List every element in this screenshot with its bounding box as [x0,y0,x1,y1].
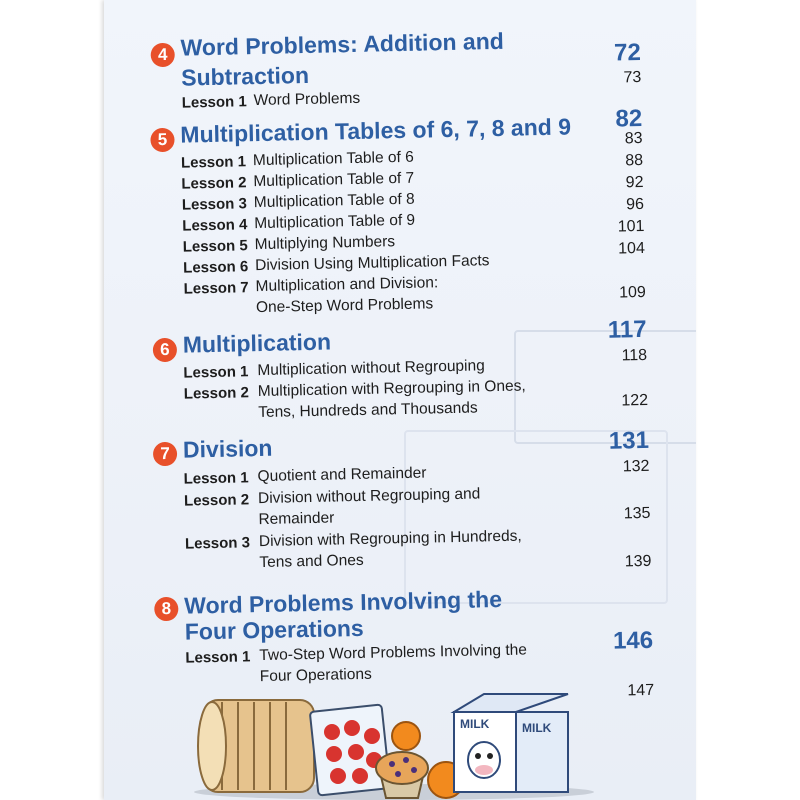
lesson-label: Lesson 1 [181,93,247,112]
orange-icon [392,722,420,750]
chapter-title: Division [182,434,273,463]
lesson-page-number: 122 [621,391,649,410]
lesson-label: Lesson 2 [183,384,250,403]
chapter-number-badge: 6 [153,338,177,362]
lesson-label: Lesson 1 [185,648,251,667]
lesson-label: Lesson 5 [182,237,248,256]
lesson-title: Multiplying Numbers [254,233,396,254]
lesson-label: Lesson 1 [183,469,249,488]
lesson-title-line2: Tens and Ones [259,551,364,572]
lesson-title: Multiplication Table of 7 [253,169,415,191]
lesson-title: Multiplication without Regrouping [257,357,485,380]
chapter-page-number: 131 [608,426,650,455]
lesson-title: Division without Regrouping and [257,485,481,508]
lesson-page-number: 83 [624,129,643,148]
lesson-title-line2: One-Step Word Problems [255,295,434,317]
lesson-label: Lesson 1 [183,363,249,382]
lesson-title: Multiplication Table of 8 [253,190,415,212]
lesson-label: Lesson 7 [183,279,249,298]
lesson-title: Division Using Multiplication Facts [254,252,490,275]
lesson-page-number: 88 [625,151,644,170]
lesson-page-number: 96 [625,195,645,214]
lesson-title: Multiplication Table of 9 [254,211,416,233]
lesson-page-number: 118 [621,346,648,365]
background-right [696,0,800,800]
background-left [0,0,104,800]
chapter-page-number: 117 [607,315,647,344]
lesson-label: Lesson 2 [183,491,250,510]
lesson-page-number: 73 [623,68,642,87]
lesson-page-number: 147 [627,681,655,700]
lesson-label: Lesson 3 [184,534,251,553]
chapter-number-badge: 7 [153,442,177,466]
lesson-label: Lesson 2 [181,174,247,193]
milk-label: MILK [522,721,552,735]
book-page [104,0,696,800]
chapter-page-number: 82 [615,104,643,133]
muffin-icon [376,752,428,798]
lesson-title: Multiplication with Regrouping in Ones, [257,377,526,401]
chapter-number-badge: 5 [150,128,174,152]
lesson-page-number: 139 [624,552,652,571]
lesson-title: Multiplication Table of 6 [252,148,414,170]
lesson-page-number: 109 [618,283,646,302]
chapter-title-line2: Subtraction [180,61,310,91]
lesson-page-number: 101 [617,217,645,236]
chapter-title-line2: Four Operations [184,614,364,645]
chapter-title: Multiplication Tables of 6, 7, 8 and 9 [180,113,572,148]
lesson-title: Division with Regrouping in Hundreds, [258,527,522,551]
lesson-label: Lesson 4 [182,216,248,235]
chapter-title: Word Problems: Addition and [180,27,505,61]
chapter-title: Word Problems Involving the [183,585,503,619]
chapter-number-badge: 4 [150,43,174,67]
lesson-page-number: 132 [622,457,650,476]
lesson-title: Quotient and Remainder [257,464,427,486]
chapter-number-badge: 8 [154,597,178,621]
strawberry-bag-icon [310,704,390,795]
bread-icon [198,700,314,792]
milk-carton-icon [454,694,568,792]
lesson-title-line2: Tens, Hundreds and Thousands [258,399,478,422]
lesson-page-number: 104 [618,239,646,258]
chapter-page-number: 72 [613,38,642,67]
lesson-label: Lesson 3 [181,195,248,214]
food-illustration [184,680,604,800]
lesson-page-number: 135 [623,504,651,523]
chapter-title: Multiplication [182,328,332,358]
milk-label: MILK [460,717,490,731]
lesson-title: Two-Step Word Problems Involving the [259,641,528,665]
lesson-title-line2: Four Operations [259,665,372,686]
lesson-title: Multiplication and Division: [255,274,439,296]
lesson-label: Lesson 6 [183,258,249,277]
chapter-page-number: 146 [612,626,654,655]
chapter-4 [104,0,688,112]
lesson-title-line2: Remainder [258,509,335,529]
lesson-title: Word Problems [253,89,361,110]
lesson-page-number: 92 [625,173,644,192]
lesson-label: Lesson 1 [180,153,247,172]
